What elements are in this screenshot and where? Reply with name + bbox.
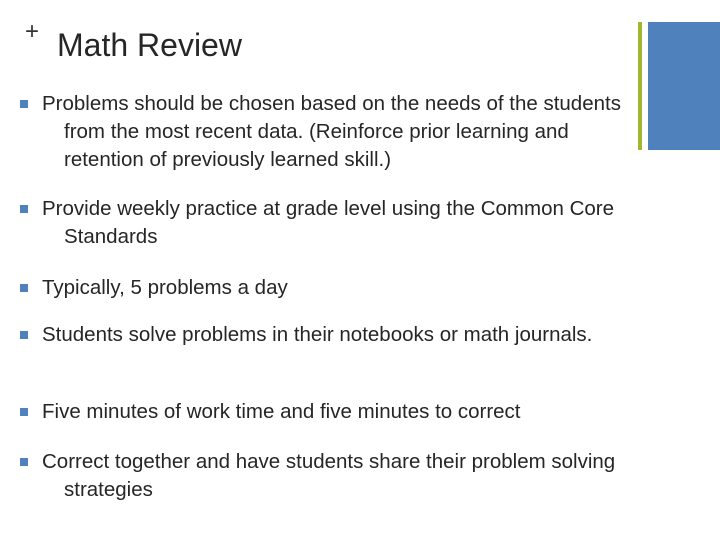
accent-bar-green (638, 22, 642, 150)
bullet-text: Typically, 5 problems a day (42, 276, 288, 299)
bullet-item (20, 90, 630, 174)
square-bullet-icon (20, 408, 28, 416)
plus-icon: + (25, 18, 40, 45)
bullet-item (20, 274, 630, 302)
square-bullet-icon (20, 100, 28, 108)
square-bullet-icon (20, 205, 28, 213)
bullet-item (20, 448, 630, 504)
bullet-item (20, 398, 630, 426)
bullet-text: Provide weekly practice at grade level using the Common Core Standards (42, 197, 620, 248)
bullet-text: Five minutes of work time and five minutes to correct (42, 400, 521, 423)
square-bullet-icon (20, 458, 28, 466)
square-bullet-icon (20, 331, 28, 339)
bullet-item (20, 321, 630, 349)
square-bullet-icon (20, 284, 28, 292)
bullet-text: Students solve problems in their notebooks or math journals. (42, 323, 593, 346)
bullet-item (20, 195, 630, 251)
bullet-text: Correct together and have students share their problem solving strategies (42, 450, 621, 501)
slide-title: Math Review (57, 27, 242, 63)
bullet-text: Problems should be chosen based on the needs of the students from the most recent data. (Reinforce prior learning and retention of previously learned skill.) (42, 92, 627, 171)
accent-block-blue (648, 22, 720, 150)
